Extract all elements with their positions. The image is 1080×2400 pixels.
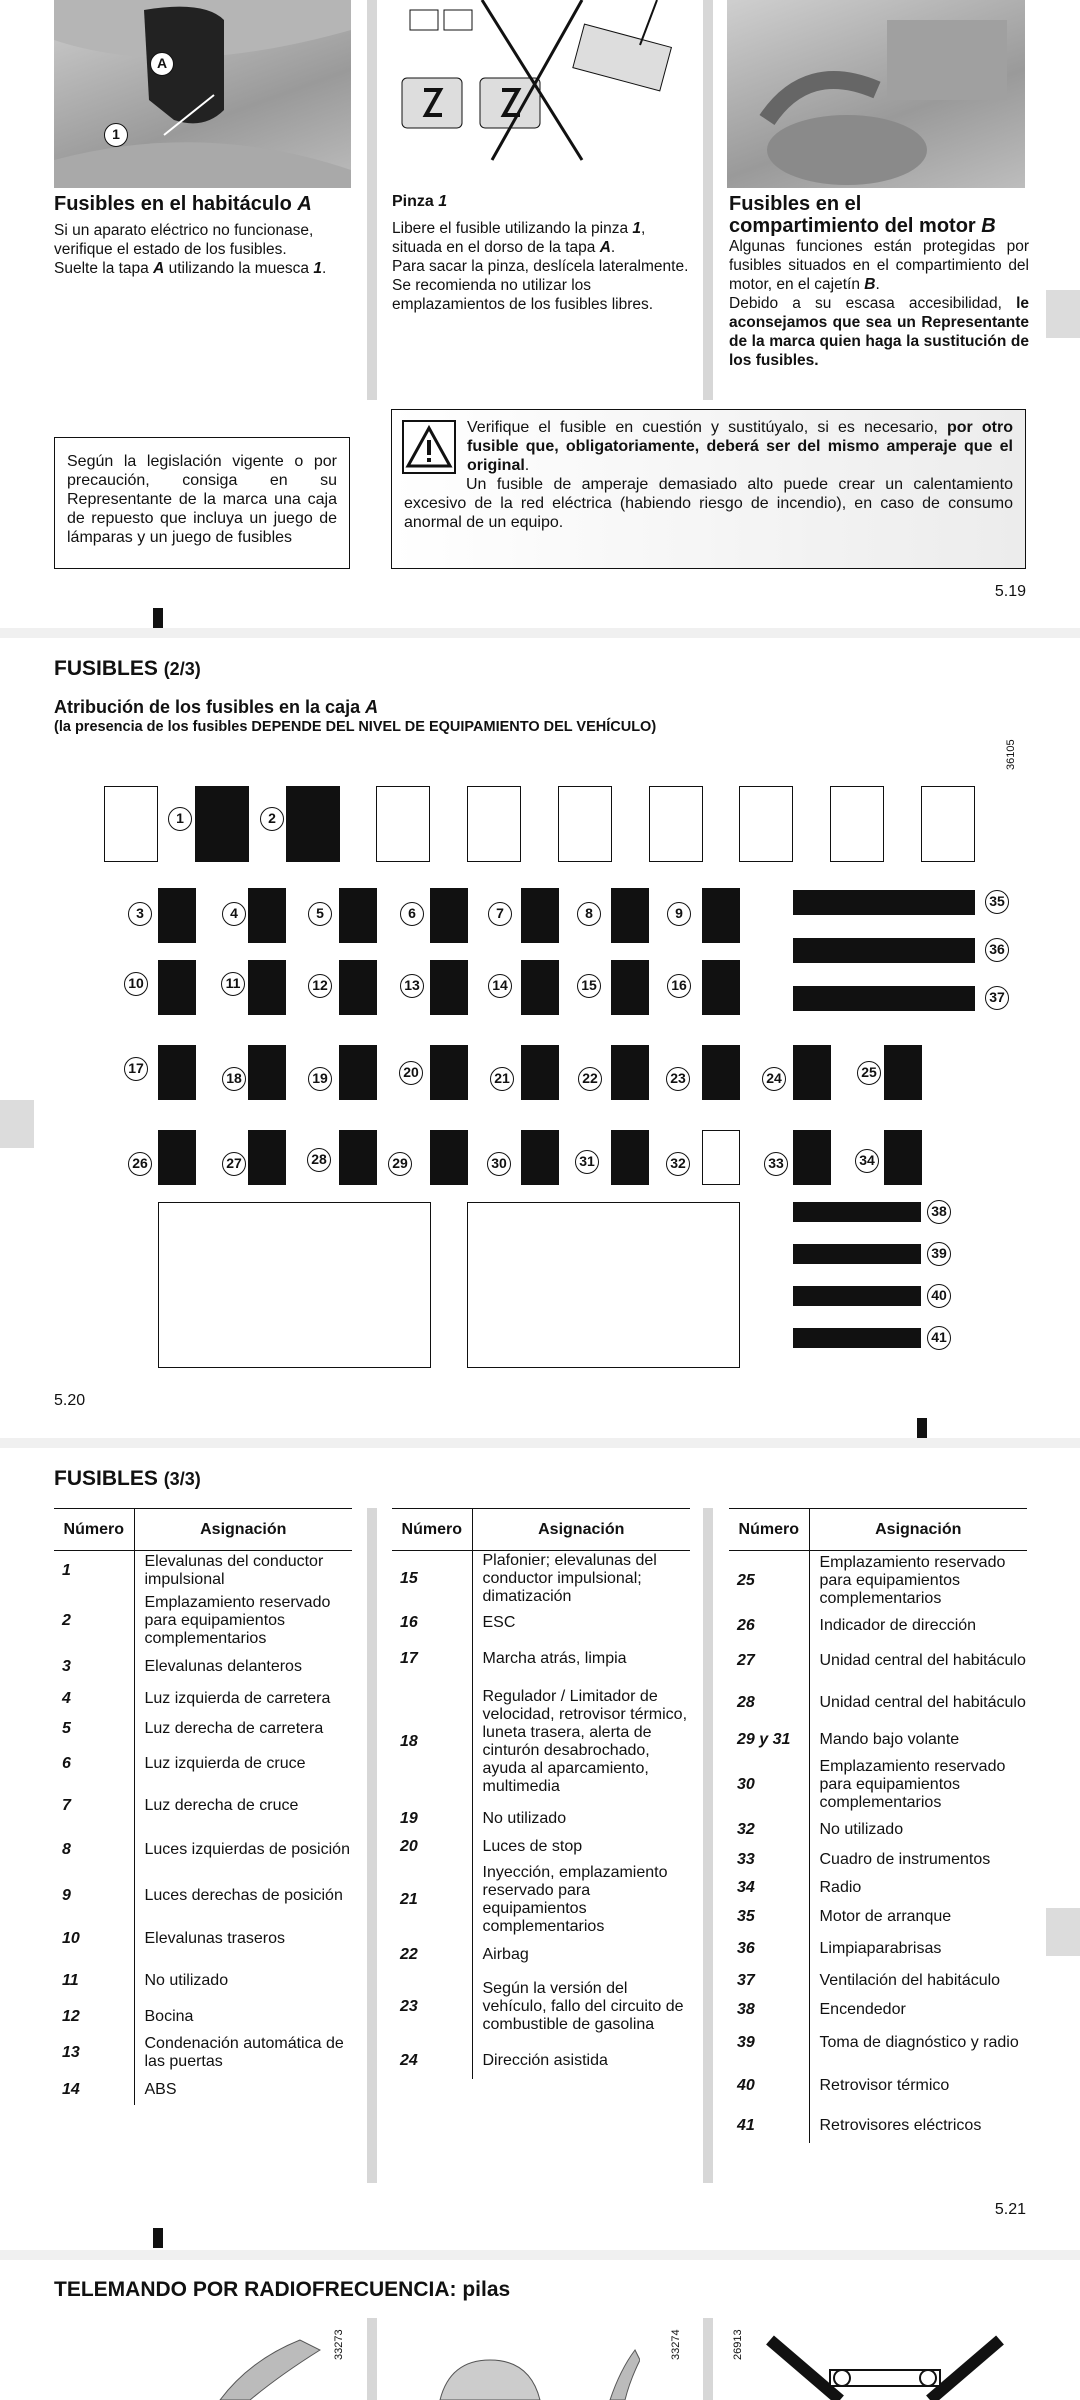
label-25: 25 — [857, 1061, 881, 1085]
fuse-assignment: No utilizado — [819, 1820, 904, 1838]
relay-1 — [195, 786, 249, 862]
fuse-assignment: Elevalunas delanteros — [144, 1657, 302, 1675]
table-row — [729, 1997, 1027, 2023]
fuse-assignment: Retrovisores eléctricos — [819, 2116, 982, 2134]
puller-text: Libere el fusible utilizando la pinza 1, situada en el dorso de la tapa A. Para sacar la pinza, deslícela lateralmente. Se recomienda no utilizar los emplazamientos de los fusibles libres. — [392, 220, 689, 313]
fuse-assignment: Inyección, emplazamiento reservado para equipamientos complementarios — [482, 1863, 668, 1935]
fuse-29 — [430, 1130, 468, 1185]
table-row — [54, 1683, 352, 1715]
section-title-3: FUSIBLES (3/3) — [54, 1467, 201, 1490]
table-row — [54, 1551, 352, 1591]
table-row — [392, 1607, 690, 1639]
fuse-number: 8 — [54, 1827, 134, 1873]
label-18: 18 — [222, 1067, 246, 1091]
fuse-number: 27 — [729, 1641, 809, 1681]
fuse-assignment: Indicador de dirección — [819, 1616, 977, 1634]
fuse-puller-illustration — [392, 0, 690, 188]
table-row — [392, 1679, 690, 1805]
label-20: 20 — [399, 1061, 423, 1085]
fuse-assignment: Emplazamiento reservado para equipamientos complementarios — [819, 1553, 1006, 1607]
relay-slot — [104, 786, 158, 862]
table-row — [54, 1919, 352, 1959]
fuse-number: 22 — [392, 1939, 472, 1971]
table-row — [729, 1755, 1027, 1815]
fuse-number: 41 — [729, 2109, 809, 2143]
page-marker — [153, 608, 163, 628]
column-divider — [367, 2318, 377, 2400]
fuse-number: 36 — [729, 1933, 809, 1965]
fuse-box-diagram — [0, 740, 1080, 1380]
fuse-assignment: Emplazamiento reservado para equipamientos complementarios — [144, 1593, 331, 1647]
interior-fuses-heading: Fusibles en el habitáculo A — [54, 193, 312, 215]
fuse-23 — [702, 1045, 740, 1100]
table-row — [392, 2043, 690, 2079]
section-title-2: FUSIBLES (2/3) — [54, 657, 201, 680]
col-header-assignment: Asignación — [134, 1509, 352, 1551]
table-row — [729, 2063, 1027, 2109]
fuse-38 — [793, 1202, 921, 1222]
fuse-assignment: Cuadro de instrumentos — [819, 1850, 991, 1868]
table-row — [729, 1681, 1027, 1725]
fuse-33 — [793, 1130, 831, 1185]
fuse-assignment: Elevalunas del conductor impulsional — [144, 1552, 324, 1588]
fuse-number: 19 — [392, 1805, 472, 1833]
fuse-assignment: Según la versión del vehículo, fallo del circuito de combustible de gasolina — [482, 1979, 684, 2033]
interior-fuses-text: Si un aparato eléctrico no funcionase, verifique el estado de los fusibles. Suelte la tapa A utilizando la muesca 1. — [54, 222, 327, 277]
col-header-number: Número — [729, 1509, 809, 1551]
page-separator — [0, 628, 1080, 638]
fuse-number: 6 — [54, 1743, 134, 1785]
fuse-19 — [339, 1045, 377, 1100]
fuse-number: 26 — [729, 1611, 809, 1641]
fuse-assignment: Airbag — [482, 1945, 529, 1963]
fuse-39 — [793, 1244, 921, 1264]
label-35: 35 — [985, 890, 1009, 914]
warning-box — [391, 409, 1026, 569]
fuse-number: 12 — [54, 2003, 134, 2031]
fuse-assignment: Retrovisor térmico — [819, 2076, 950, 2094]
table-row — [392, 1939, 690, 1971]
fuse-assignment: Encendedor — [819, 2000, 906, 2018]
fuse-number: 35 — [729, 1901, 809, 1933]
puller-heading: Pinza 1 — [392, 193, 448, 210]
label-40: 40 — [927, 1284, 951, 1308]
fuse-11 — [248, 960, 286, 1015]
fuse-assignment: Luz izquierda de cruce — [144, 1754, 306, 1772]
table-row — [54, 1785, 352, 1827]
fuse-20 — [430, 1045, 468, 1100]
table-row — [729, 2023, 1027, 2063]
fuse-assignment: ABS — [144, 2080, 177, 2098]
fuse-25 — [884, 1045, 922, 1100]
page-separator — [0, 1438, 1080, 1448]
fuse-18 — [248, 1045, 286, 1100]
relay-2 — [286, 786, 340, 862]
label-21: 21 — [490, 1067, 514, 1091]
label-9: 9 — [667, 902, 691, 926]
table-row — [729, 1725, 1027, 1755]
column-divider — [367, 1508, 377, 2183]
figure-id: 36105 — [1005, 739, 1017, 770]
fuse-assignment: Dirección asistida — [482, 2051, 608, 2069]
fuse-number: 30 — [729, 1755, 809, 1815]
table-row — [54, 1651, 352, 1683]
relay-slot — [830, 786, 884, 862]
fuse-16 — [702, 960, 740, 1015]
col1-text — [54, 193, 354, 278]
callout-1: 1 — [104, 123, 128, 147]
table-row — [729, 1875, 1027, 1901]
label-29: 29 — [388, 1152, 412, 1176]
fuse-assignment: No utilizado — [482, 1809, 567, 1827]
table-row — [392, 1551, 690, 1607]
relay-slot — [376, 786, 430, 862]
fuse-table-1 — [54, 1508, 352, 2105]
fuse-number: 14 — [54, 2075, 134, 2105]
relay-slot — [739, 786, 793, 862]
page-separator — [0, 2250, 1080, 2260]
warning-text: Verifique el fusible en cuestión y sustitúyalo, si es necesario, por otro fusible que, obligatoriamente, deberá ser del mismo amperaje que el original. — [467, 419, 1014, 474]
fuse-assignment: Ventilación del habitáculo — [819, 1971, 1001, 1989]
fuse-22 — [611, 1045, 649, 1100]
fuse-number: 1 — [54, 1551, 134, 1591]
relay-slot — [921, 786, 975, 862]
figure-id: 33273 — [333, 2329, 345, 2360]
label-1: 1 — [168, 807, 192, 831]
table-row — [392, 1805, 690, 1833]
col3-text — [729, 193, 1029, 370]
label-37: 37 — [985, 986, 1009, 1010]
fuse-number: 28 — [729, 1681, 809, 1725]
label-5: 5 — [308, 902, 332, 926]
fuse-41 — [793, 1328, 921, 1348]
fuse-32-empty — [702, 1130, 740, 1185]
label-16: 16 — [667, 974, 691, 998]
fuse-27 — [248, 1130, 286, 1185]
fuse-box-heading: Atribución de los fusibles en la caja A — [54, 697, 379, 717]
fuse-30 — [521, 1130, 559, 1185]
fuse-number: 20 — [392, 1833, 472, 1861]
engine-fuses-heading: Fusibles en el compartimiento del motor B — [729, 193, 996, 237]
fuse-8 — [611, 888, 649, 943]
column-divider — [703, 2318, 713, 2400]
battery-illustration — [750, 2330, 1030, 2400]
engine-fuses-text: Algunas funciones están protegidas por fusibles situados en el compartimiento del motor, en el cajetín B. Debido a su escasa accesibilidad, le aconsejamos que sea un Representante de la marca quien haga la sustitución de los fusibles. — [729, 238, 1029, 369]
fuse-12 — [339, 960, 377, 1015]
fuse-number: 16 — [392, 1607, 472, 1639]
fuse-number: 3 — [54, 1651, 134, 1683]
figure-id: 26913 — [732, 2329, 744, 2360]
fuse-34 — [884, 1130, 922, 1185]
fuse-assignment: Bocina — [144, 2007, 194, 2025]
fuse-assignment: Luz derecha de carretera — [144, 1719, 324, 1737]
label-38: 38 — [927, 1200, 951, 1224]
fuse-10 — [158, 960, 196, 1015]
label-31: 31 — [575, 1150, 599, 1174]
table-row — [54, 2075, 352, 2105]
label-6: 6 — [400, 902, 424, 926]
fuse-number: 18 — [392, 1679, 472, 1805]
fuse-36 — [793, 938, 975, 963]
col-header-number: Número — [54, 1509, 134, 1551]
table-row — [729, 1845, 1027, 1875]
fuse-4 — [248, 888, 286, 943]
fuse-number: 11 — [54, 1959, 134, 2003]
key-illustration — [210, 2330, 330, 2400]
interior-fuse-photo — [54, 0, 351, 188]
fuse-assignment: Plafonier; elevalunas del conductor impulsional; dimatización — [482, 1551, 657, 1605]
label-2: 2 — [260, 807, 284, 831]
fuse-40 — [793, 1286, 921, 1306]
fuse-15 — [611, 960, 649, 1015]
label-30: 30 — [487, 1152, 511, 1176]
fuse-number: 15 — [392, 1551, 472, 1607]
fuse-number: 24 — [392, 2043, 472, 2079]
fuse-number: 9 — [54, 1873, 134, 1919]
table-row — [729, 1641, 1027, 1681]
fuse-17 — [158, 1045, 196, 1100]
label-26: 26 — [128, 1152, 152, 1176]
fuse-24 — [793, 1045, 831, 1100]
fuse-number: 38 — [729, 1997, 809, 2023]
table-row — [729, 1933, 1027, 1965]
label-32: 32 — [666, 1152, 690, 1176]
table-row — [392, 1861, 690, 1939]
table-row — [54, 1591, 352, 1651]
fuse-assignment: Motor de arranque — [819, 1907, 952, 1925]
label-39: 39 — [927, 1242, 951, 1266]
label-36: 36 — [985, 938, 1009, 962]
fuse-31 — [611, 1130, 649, 1185]
column-divider — [703, 1508, 713, 2183]
page-marker — [153, 2228, 163, 2248]
label-15: 15 — [577, 974, 601, 998]
engine-compartment-photo — [727, 0, 1025, 188]
relay-slot — [649, 786, 703, 862]
fuse-37 — [793, 986, 975, 1011]
col2-text — [392, 193, 692, 314]
table-row — [54, 2003, 352, 2031]
table-row — [729, 1551, 1027, 1611]
table-row — [729, 1611, 1027, 1641]
remote-illustration — [420, 2330, 640, 2400]
fuse-13 — [430, 960, 468, 1015]
fuse-number: 29 y 31 — [729, 1725, 809, 1755]
fuse-35 — [793, 890, 975, 915]
label-14: 14 — [488, 974, 512, 998]
fuse-9 — [702, 888, 740, 943]
fuse-assignment: Mando bajo volante — [819, 1730, 960, 1748]
page-marker — [917, 1418, 927, 1438]
warning-triangle-icon — [402, 420, 456, 474]
label-28: 28 — [307, 1148, 331, 1172]
page-number: 5.20 — [54, 1392, 86, 1409]
fuse-assignment: Luz izquierda de carretera — [144, 1689, 331, 1707]
table-row — [54, 1715, 352, 1743]
fuse-assignment: Luces derechas de posición — [144, 1886, 343, 1904]
large-slot-right — [467, 1202, 740, 1368]
table-row — [54, 1873, 352, 1919]
side-tab — [1046, 1908, 1080, 1956]
col-header-assignment: Asignación — [809, 1509, 1027, 1551]
table-row — [392, 1639, 690, 1679]
fuse-26 — [158, 1130, 196, 1185]
label-17: 17 — [124, 1057, 148, 1081]
fuse-number: 39 — [729, 2023, 809, 2063]
fuse-assignment: Luces de stop — [482, 1837, 583, 1855]
fuse-assignment: Elevalunas traseros — [144, 1929, 286, 1947]
fuse-5 — [339, 888, 377, 943]
label-10: 10 — [124, 972, 148, 996]
label-41: 41 — [927, 1326, 951, 1350]
fuse-assignment: ESC — [482, 1613, 516, 1631]
fuse-number: 17 — [392, 1639, 472, 1679]
label-8: 8 — [577, 902, 601, 926]
label-27: 27 — [222, 1152, 246, 1176]
fuse-box-note: (la presencia de los fusibles DEPENDE DEL NIVEL DE EQUIPAMIENTO DEL VEHÍCULO) — [54, 719, 657, 735]
fuse-14 — [521, 960, 559, 1015]
fuse-number: 2 — [54, 1591, 134, 1651]
column-divider — [367, 0, 377, 400]
fuse-number: 33 — [729, 1845, 809, 1875]
fuse-assignment: Emplazamiento reservado para equipamientos complementarios — [819, 1757, 1006, 1811]
table-row — [729, 1901, 1027, 1933]
page-number: 5.19 — [994, 583, 1026, 600]
column-divider — [703, 0, 713, 400]
side-tab — [0, 1100, 34, 1148]
label-11: 11 — [221, 972, 245, 996]
engine-illustration — [727, 0, 1025, 188]
fuse-assignment: Limpiaparabrisas — [819, 1939, 942, 1957]
fuse-puller-diagram — [392, 0, 690, 188]
table-row — [729, 1815, 1027, 1845]
table-row — [729, 1965, 1027, 1997]
col-header-number: Número — [392, 1509, 472, 1551]
label-7: 7 — [488, 902, 512, 926]
fuse-assignment: Luz derecha de cruce — [144, 1796, 299, 1814]
page-number: 5.21 — [994, 2201, 1026, 2218]
fuse-number: 37 — [729, 1965, 809, 1997]
label-4: 4 — [222, 902, 246, 926]
figure-id: 33274 — [670, 2329, 682, 2360]
fuse-number: 4 — [54, 1683, 134, 1715]
table-row — [54, 1959, 352, 2003]
table-row — [729, 2109, 1027, 2143]
fuse-number: 23 — [392, 1971, 472, 2043]
fuse-assignment: Radio — [819, 1878, 862, 1896]
fuse-number: 32 — [729, 1815, 809, 1845]
large-slot-left — [158, 1202, 431, 1368]
label-22: 22 — [578, 1067, 602, 1091]
fuse-number: 5 — [54, 1715, 134, 1743]
table-row — [54, 2031, 352, 2075]
fuse-21 — [521, 1045, 559, 1100]
label-3: 3 — [128, 902, 152, 926]
label-12: 12 — [308, 974, 332, 998]
fuse-28 — [339, 1130, 377, 1185]
table-row — [392, 1833, 690, 1861]
label-13: 13 — [400, 974, 424, 998]
dashboard-illustration — [54, 0, 351, 188]
fuse-table-3 — [729, 1508, 1027, 2143]
label-33: 33 — [764, 1152, 788, 1176]
fuse-assignment: Regulador / Limitador de velocidad, retrovisor térmico, luneta trasera, alerta de cinturón desabrochado, ayuda al aparcamiento, multimedia — [482, 1687, 688, 1795]
remote-battery-title: TELEMANDO POR RADIOFRECUENCIA: pilas — [54, 2278, 511, 2301]
table-row — [54, 1743, 352, 1785]
fuse-table-2 — [392, 1508, 690, 2079]
fuse-number: 7 — [54, 1785, 134, 1827]
col-header-assignment: Asignación — [472, 1509, 690, 1551]
fuse-number: 40 — [729, 2063, 809, 2109]
side-tab — [1046, 290, 1080, 338]
fuse-7 — [521, 888, 559, 943]
label-24: 24 — [762, 1067, 786, 1091]
relay-slot — [558, 786, 612, 862]
label-23: 23 — [666, 1067, 690, 1091]
relay-slot — [467, 786, 521, 862]
fuse-assignment: Marcha atrás, limpia — [482, 1649, 627, 1667]
table-row — [392, 1971, 690, 2043]
label-34: 34 — [855, 1149, 879, 1173]
fuse-3 — [158, 888, 196, 943]
fuse-6 — [430, 888, 468, 943]
warning-text-2: Un fusible de amperaje demasiado alto puede crear un calentamiento excesivo de la red eléctrica (habiendo riesgo de incendio), en caso de consumo anormal de un equipo. — [404, 476, 1013, 531]
fuse-assignment: Unidad central del habitáculo — [819, 1693, 1026, 1711]
fuse-number: 25 — [729, 1551, 809, 1611]
fuse-number: 13 — [54, 2031, 134, 2075]
legal-notice-box: Según la legislación vigente o por precaución, consiga en su Representante de la marca una caja de repuesto que incluya un juego de lámparas y un juego de fusibles — [54, 437, 350, 569]
fuse-number: 34 — [729, 1875, 809, 1901]
fuse-assignment: Unidad central del habitáculo — [819, 1651, 1026, 1669]
fuse-number: 21 — [392, 1861, 472, 1939]
fuse-assignment: Luces izquierdas de posición — [144, 1840, 350, 1858]
fuse-assignment: Toma de diagnóstico y radio — [819, 2033, 1019, 2051]
callout-a: A — [150, 52, 174, 76]
fuse-number: 10 — [54, 1919, 134, 1959]
label-19: 19 — [308, 1067, 332, 1091]
fuse-assignment: Condenación automática de las puertas — [144, 2034, 344, 2070]
fuse-assignment: No utilizado — [144, 1971, 229, 1989]
table-row — [54, 1827, 352, 1873]
